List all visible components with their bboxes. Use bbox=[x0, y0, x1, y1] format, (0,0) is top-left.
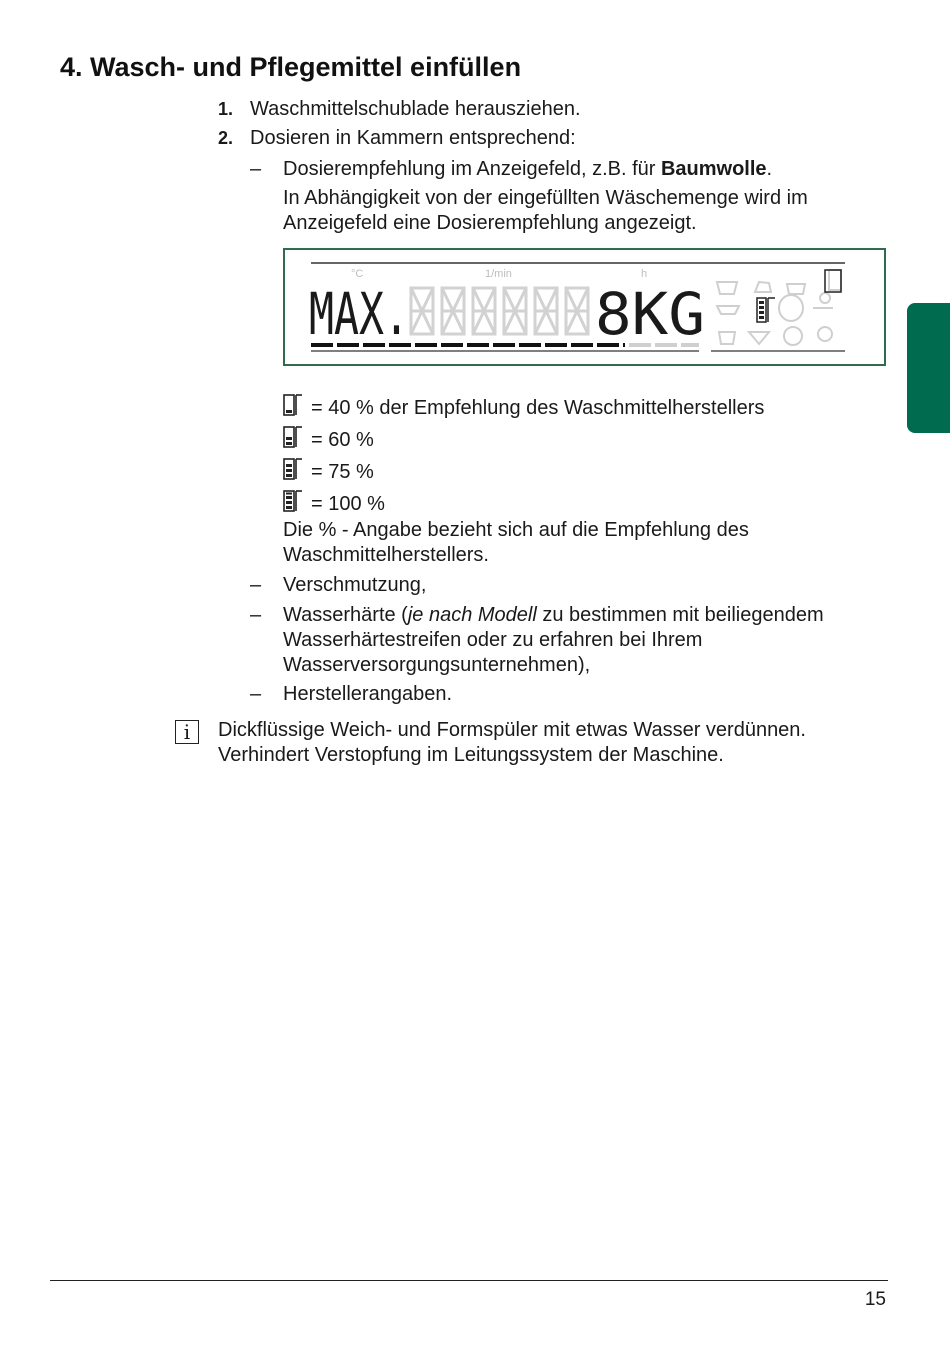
dose-level-40 bbox=[283, 393, 764, 420]
step-2 bbox=[218, 126, 576, 150]
step-number: 2. bbox=[218, 128, 234, 148]
info-icon: i bbox=[175, 720, 199, 744]
percent-note: Die % - Angabe bezieht sich auf die Empfehlung des Waschmittelherstellers. bbox=[283, 519, 749, 566]
dose-text: = 75 % bbox=[311, 461, 374, 483]
dose-text: = 40 % der Empfehlung des Waschmittelherstellers bbox=[311, 397, 765, 419]
item-verschmutzung: Verschmutzung, bbox=[283, 574, 427, 596]
dose-level-100 bbox=[283, 489, 385, 516]
step-1 bbox=[218, 97, 581, 121]
inactive-segments bbox=[411, 288, 588, 334]
footer-divider bbox=[50, 1280, 888, 1281]
step-text: Dosieren in Kammern entsprechend: bbox=[250, 127, 576, 149]
italic-term: je nach Modell bbox=[407, 604, 537, 626]
info-text: Dickflüssige Weich- und Formspüler mit etwas Wasser verdünnen. Verhindert Verstopfung im Leitungssystem der Maschine. bbox=[218, 719, 806, 766]
label-hours: h bbox=[641, 268, 648, 280]
item-wasserhaerte: Wasserhärte (je nach Modell zu bestimmen mit beiliegendem Wasserhärtestreifen oder zu erfahren bei Ihrem Wasserversorgungsunternehmen), bbox=[283, 604, 824, 676]
display-panel bbox=[283, 248, 886, 366]
item-dosierempfehlung: Dosierempfehlung im Anzeigefeld, z.B. für Baumwolle. bbox=[283, 158, 773, 180]
label-spin: 1/min bbox=[485, 268, 512, 280]
progress-segments bbox=[311, 345, 845, 351]
dose-3-bar-icon bbox=[283, 457, 303, 481]
dose-1-bar-icon bbox=[283, 393, 303, 417]
page-number: 15 bbox=[864, 1289, 886, 1310]
dose-text: = 60 % bbox=[311, 429, 374, 451]
bold-term: Baumwolle bbox=[660, 158, 767, 180]
dose-text: = 100 % bbox=[311, 493, 385, 515]
display-text-right: 8KG bbox=[595, 280, 705, 348]
step-text: Waschmittelschublade herausziehen. bbox=[250, 98, 581, 120]
dose-4-bar-icon bbox=[283, 489, 303, 513]
step-number: 1. bbox=[218, 99, 234, 119]
chapter-tab bbox=[907, 303, 950, 433]
display-door-icon bbox=[825, 270, 841, 292]
display-text-left: MAX. bbox=[309, 280, 409, 348]
item-herstellerangaben: Herstellerangaben. bbox=[283, 683, 452, 705]
dose-2-bar-icon bbox=[283, 425, 303, 449]
display-dose-indicator bbox=[757, 298, 775, 322]
label-temp: °C bbox=[351, 268, 364, 280]
program-symbols bbox=[717, 270, 841, 345]
page-heading: 4. Wasch- und Pflegemittel einfüllen bbox=[60, 52, 522, 82]
dose-level-75 bbox=[283, 457, 374, 484]
dose-level-60 bbox=[283, 425, 374, 452]
item-paragraph: In Abhängigkeit von der eingefüllten Wäschemenge wird im Anzeigefeld eine Dosierempfehlung angezeigt. bbox=[283, 187, 808, 234]
